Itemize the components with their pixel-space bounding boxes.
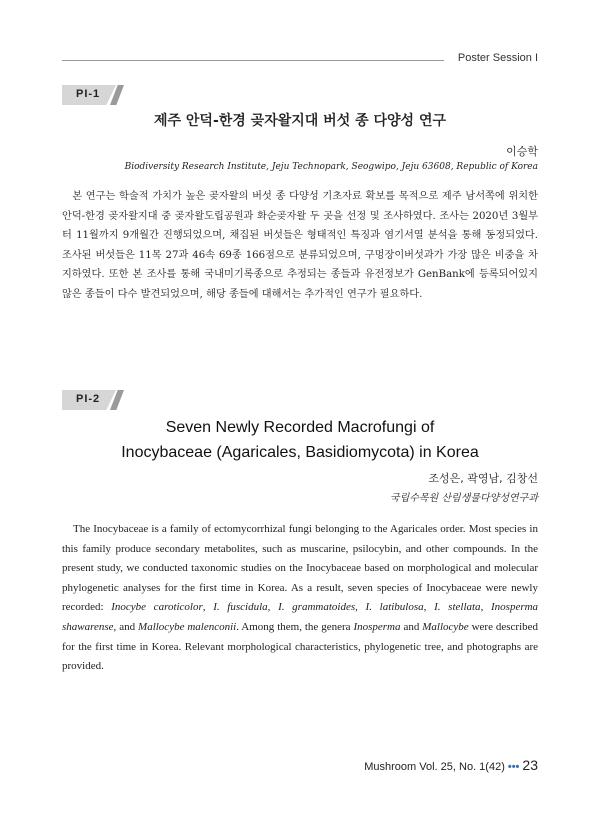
genus-name: Inosperma [353, 620, 401, 633]
title-line-2: Inocybaceae (Agaricales, Basidiomycota) in Korea [121, 444, 479, 461]
species-name: I. grammatoides [278, 601, 356, 614]
tag-label: PI-1 [76, 88, 101, 100]
abstract-body-pi-1: 본 연구는 학술적 가치가 높은 곶자왈의 버섯 종 다양성 기초자료 확보를 목적으로 제주 남서쪽에 위치한 안덕-한경 곶자왈지대 중 곶자왈도립공원과 화순곶자왈 두 곳을 선정 및 조사하였다. 조사는 2020년 3월부터 11월까지 9개월간 진행되었으며, 채집된 버섯들은 형태적인 특징과 염기서열 분석을 통해 동정되었다. 조사된 버섯들은 11목 27과 46속 69종 166점으로 분류되었으며, 구멍장이버섯과가 가장 많은 비중을 차지하였다. 또한 본 조사를 통해 국내미기록종으로 추정되는 종들과 유전정보가 GenBank에 등록되어있지 않은 종들이 다수 발견되었으며, 해당 종들에 대해서는 추가적인 연구가 필요하다. [62, 191, 538, 300]
abstract-body-pi-2: The Inocybaceae is a family of ectomycorrhizal fungi belonging to the Agaricales order. Most species in this family produce secondary metabolites, such as muscarine, psilocybin, and other compounds. In the present study, we conducted taxonomic studies on the Inocybaceae based on morphological and molecular phylogenetic analyses for the first time in Korea. As a result, seven species of Inocybaceae were newly recorded: Inocybe caroticolor, I. fuscidula, I. grammatoides, I. latibulosa, I. stellata, Inosperma shawarense, and Mallocybe malenconii. Among them, the genera Inosperma and Mallocybe were described for the first time in Korea. Relevant morphological characteristics, phylogenetic tree, and photographs are provided. [62, 523, 539, 673]
body-text: and [403, 620, 420, 633]
abstract-title-pi-2 [0, 415, 600, 465]
body-text: The Inocybaceae is a family of ectomycorrhizal fungi belonging to the Agaricales order. Most species in this family produce secondary metabolites, such as muscarine, psilocybin, and other compounds. In the present study, we conducted taxonomic studies on the Inocybaceae based on morphological and molecular phylogenetic analyses for the first time in Korea. As a result, seven species of Inocybaceae were newly recorded: [62, 523, 538, 614]
title-line-1: Seven Newly Recorded Macrofungi of [165, 419, 435, 436]
abstract-title-pi-1: 제주 안덕-한경 곶자왈지대 버섯 종 다양성 연구 [153, 113, 446, 129]
species-name: I. latibulosa [365, 601, 424, 614]
species-name: I. fuscidula [213, 601, 268, 614]
journal-citation: Mushroom Vol. 25, No. 1(42) [364, 761, 505, 773]
affiliation-pi-2: 국립수목원 산림생물다양성연구과 [389, 493, 538, 504]
header-rule [62, 60, 444, 61]
running-header: Poster Session I [457, 52, 538, 64]
author-list-pi-1: 이승학 [506, 145, 538, 158]
species-name: Inosperma shawarense [62, 601, 539, 633]
affiliation-pi-1: Biodiversity Research Institute, Jeju Technopark, Seogwipo, Jeju 63608, Republic of Korea [124, 162, 538, 172]
species-name: I. stellata [434, 601, 481, 614]
abstract-tag-pi-1 [62, 85, 126, 105]
body-text: and [119, 620, 136, 633]
footer-dots: ••• [507, 761, 520, 773]
body-text: were described for the first time in Korea. Relevant morphological characteristics, phylogenetic tree, and photographs are provided. [62, 620, 539, 673]
species-name: Mallocybe malenconii [138, 620, 237, 633]
body-text: . Among them, the genera [236, 620, 354, 633]
species-name: Inocybe caroticolor [111, 601, 203, 614]
page-number: 23 [522, 757, 538, 773]
tag-label: PI-2 [76, 393, 101, 405]
page-footer [364, 757, 538, 773]
genus-name: Mallocybe [422, 620, 469, 633]
author-list-pi-2: 조성은, 곽영남, 김창선 [428, 472, 538, 485]
abstract-tag-pi-2 [62, 390, 126, 410]
